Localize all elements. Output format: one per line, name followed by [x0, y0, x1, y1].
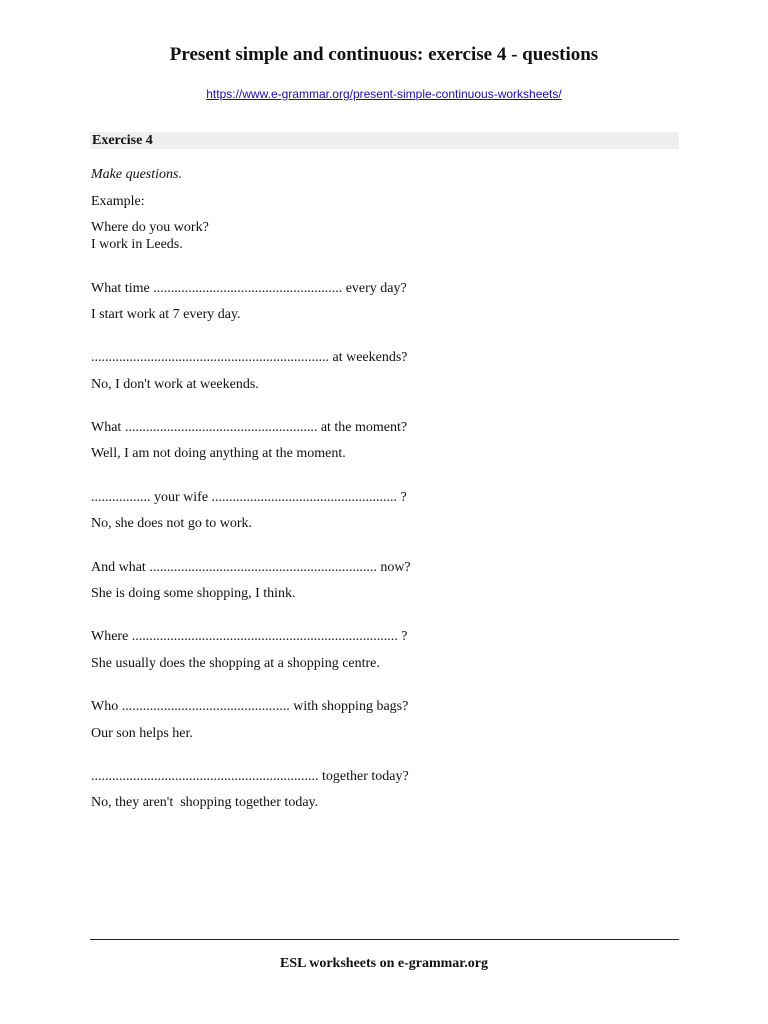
question-2: .................................................................... at weekends?	[91, 350, 408, 365]
example-label: Example:	[91, 194, 145, 209]
page-title: Present simple and continuous: exercise 4 - questions	[169, 44, 599, 65]
answer-6: She usually does the shopping at a shopping centre.	[91, 656, 380, 671]
question-6: Where ............................................................................ ?	[91, 629, 408, 644]
question-8: ................................................................. together today?	[91, 769, 409, 784]
answer-4: No, she does not go to work.	[91, 516, 252, 531]
question-3: What ....................................................... at the moment?	[91, 420, 408, 435]
question-4: ................. your wife ..................................................... ?	[91, 490, 407, 505]
answer-2: No, I don't work at weekends.	[91, 377, 259, 392]
answer-3: Well, I am not doing anything at the moment.	[91, 446, 346, 461]
answer-1: I start work at 7 every day.	[91, 307, 241, 322]
answer-8: No, they aren't shopping together today.	[91, 795, 319, 810]
exercise-instruction: Make questions.	[91, 167, 182, 182]
footer-rule	[90, 939, 679, 940]
question-5: And what ................................................................. now?	[91, 560, 411, 575]
question-1: What time ...................................................... every day?	[91, 281, 407, 296]
question-7: Who ................................................ with shopping bags?	[91, 699, 409, 714]
answer-5: She is doing some shopping, I think.	[91, 586, 296, 601]
source-link[interactable]: https://www.e-grammar.org/present-simple-continuous-worksheets/	[206, 87, 562, 101]
footer-text: ESL worksheets on e-grammar.org	[280, 956, 488, 971]
exercise-heading: Exercise 4	[90, 132, 679, 149]
example-answer: I work in Leeds.	[91, 237, 183, 252]
answer-7: Our son helps her.	[91, 726, 193, 741]
example-question: Where do you work?	[91, 220, 209, 235]
